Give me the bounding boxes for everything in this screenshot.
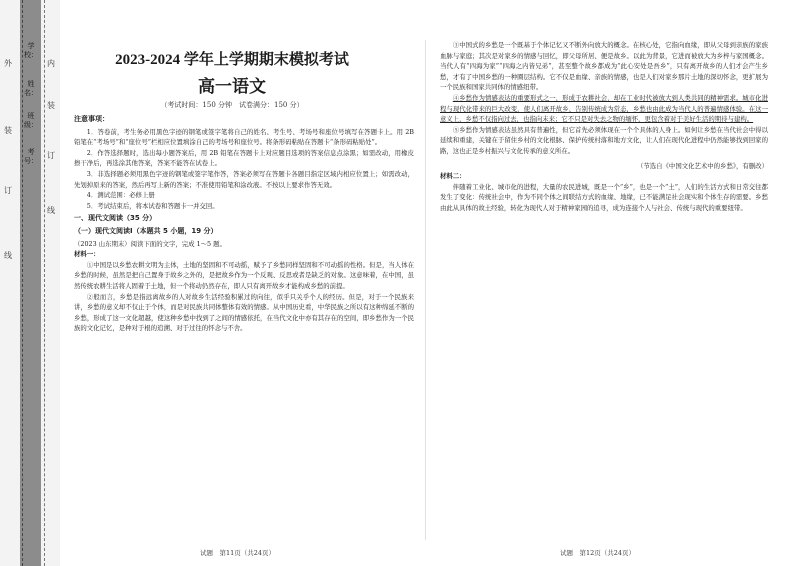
binding-label: 订	[4, 186, 12, 195]
note-item: 4．测试范围：必修上册	[86, 191, 155, 200]
exam-info: （考试时间：150 分钟 试卷满分：150 分）	[160, 101, 304, 109]
binding-field-class: 班级：	[24, 112, 38, 129]
note-item: 2．作答选择题时，选出每小题答案后，用 2B 铅笔在答题卡上对应题目选项的答案信息点涂黑；如需改动，用橡皮擦干净后，再选涂其他答案，答案不能答在试卷上。	[74, 148, 414, 168]
section-intro: （2023 山东期末）阅读下面的文字，完成 1～5 题。	[74, 239, 226, 248]
material-label: 材料二：	[440, 172, 466, 181]
passage-paragraph: ⑤乡愁作为情感表达虽然具有普遍性，但它首先必须体现在一个个具体的人身上。如何让乡愁在当代社会中得以延续和重建，关键在于留住乡村的文化根脉、保护传统村落和地方文化，让人们在现代化进程中仍然能够找到回家的路，这也正是乡村振兴与文化传承的意义所在。	[440, 125, 768, 155]
passage-paragraph: 伴随着工业化、城市化的进程，大量的农民进城，既是一个“乡”，也是一个“土”，人们的生活方式和日常交往都发生了变化：传统社会中，作为不同个体之间联结方式的血缘、地缘，已不能满足社会现实和个体生存的需要。乡愁由此从具体的故土经验，转化为现代人对于精神家园的追寻，成为连接个人与社会、传统与现代的重要纽带。	[440, 182, 768, 212]
exam-subject: 高一语文	[198, 77, 266, 97]
binding-label: 订	[47, 151, 55, 160]
note-item: 3．非选择题必须用黑色字迹的钢笔或签字笔作答，答案必须写在答题卡各题目指定区域内相应位置上；如需改动，先划掉原来的答案，然后再写上新的答案；不准使用铅笔和涂改液。不按以上要求作答无效。	[74, 169, 414, 189]
binding-label: 装	[47, 101, 55, 110]
material-label: 材料一：	[74, 250, 100, 259]
passage-paragraph: ①中国是以乡愁农耕文明为主体，土地的坚固和不可动摇，赋予了乡愁同样坚固和不可动摇的性格。但是，当人体在乡愁的时候，虽然是把自己置身于故乡之外的，是把故乡作为一个反观、反思或者是缺乏的对象。这意味着，在中国，虽然传统农耕生活将人固着于土地，但一个将动仍然存在，即人只有离开故乡才能构成乡愁的前提。	[74, 260, 414, 290]
passage-paragraph: ④乡愁作为情感表达的重要形式之一，形成于农耕社会，却在工业时代被放大到人类共同的精神需求。城市化进程与现代化带来的巨大改变，使人们离开故乡、告别传统成为常态，乡愁也由此成为当代人的普遍情感体验。在这一意义上，乡愁不仅指向过去，也指向未来；它不只是对失去之物的缅怀，更包含着对于美好生活的期待与建构。	[440, 93, 768, 124]
note-item: 1．答卷前，考生务必用黑色字迹的钢笔或签字笔将自己的姓名、考生号、考场号和座位号填写在答题卡上。用 2B 铅笔在“考场号”和“座位号”栏相应位置填涂自己的考场号和座位号。将条形码粘贴在答题卡“条形码粘贴处”。	[74, 127, 414, 147]
right-column	[440, 40, 768, 214]
passage-paragraph: ②般而言，乡愁是指远离故乡的人对故乡生活经验积累过的向往，似乎只关乎个人的经历。但是，对于一个民族来讲，乡愁的意义却不仅止于个体，而是对民族共同体整体有效的情感。从中国历史看，中华民族之所以有这种绵延不断的乡愁，形成了这一文化超越，使这种乡愁中找到了之间的情感依托，在当代文化中亦有其存在的空间，即乡愁作为一个民族的文化记忆，是种对于根的追溯、对于过往的怀念与不舍。	[74, 292, 414, 333]
note-item: 5．考试结束后，将本试卷和答题卡一并交回。	[86, 201, 219, 210]
left-column	[74, 112, 414, 334]
exam-title: 2023-2024 学年上学期期末模拟考试	[115, 52, 349, 68]
binding-outer-labels	[2, 0, 18, 566]
binding-inner-labels	[44, 0, 59, 566]
binding-label: 内	[47, 59, 55, 68]
binding-field-school: 学校：	[24, 42, 38, 59]
passage-paragraph: ③中国式的乡愁是一个既基于个体记忆又不断外向放大的概念。在核心处，它指向血缘，即从父母到亲族的家族血脉与家庭；其次是对家乡的情感与回忆，即父母所居、便是故乡。以此为背景，它进而被放大为乡梓与家国概念。当代人有“四海为家”“四海之内皆兄弟”，甚至整个故乡都成为“此心安处是吾乡”，只有离开故乡的人们才会产生乡愁，才有了中国乡愁的一种圈层结构。它不仅是血缘、亲族的情感，也是人们对家乡那片土地的深切怀念，更扩展为一个民族和国家共同体的情感纽带。	[440, 41, 768, 92]
binding-label: 外	[4, 59, 12, 68]
binding-field-number: 考号：	[24, 148, 38, 165]
notes-heading: 注意事项：	[74, 115, 109, 123]
binding-label: 线	[47, 206, 55, 215]
page-footer-left: 试题 第11页（共24页）	[200, 549, 276, 557]
page-divider	[425, 40, 426, 540]
binding-label: 线	[4, 251, 12, 260]
subsection-heading: （一）现代文阅读Ⅰ（本题共 5 小题，19 分）	[74, 226, 218, 235]
binding-field-name: 姓名：	[24, 80, 38, 97]
section-heading: 一、现代文阅读（35 分）	[74, 214, 157, 223]
passage-source: （节选自《中国文化艺术中的乡愁》，有删改）	[636, 161, 768, 170]
page-footer-right: 试题 第12页（共24页）	[560, 549, 636, 557]
binding-label: 装	[4, 126, 12, 135]
